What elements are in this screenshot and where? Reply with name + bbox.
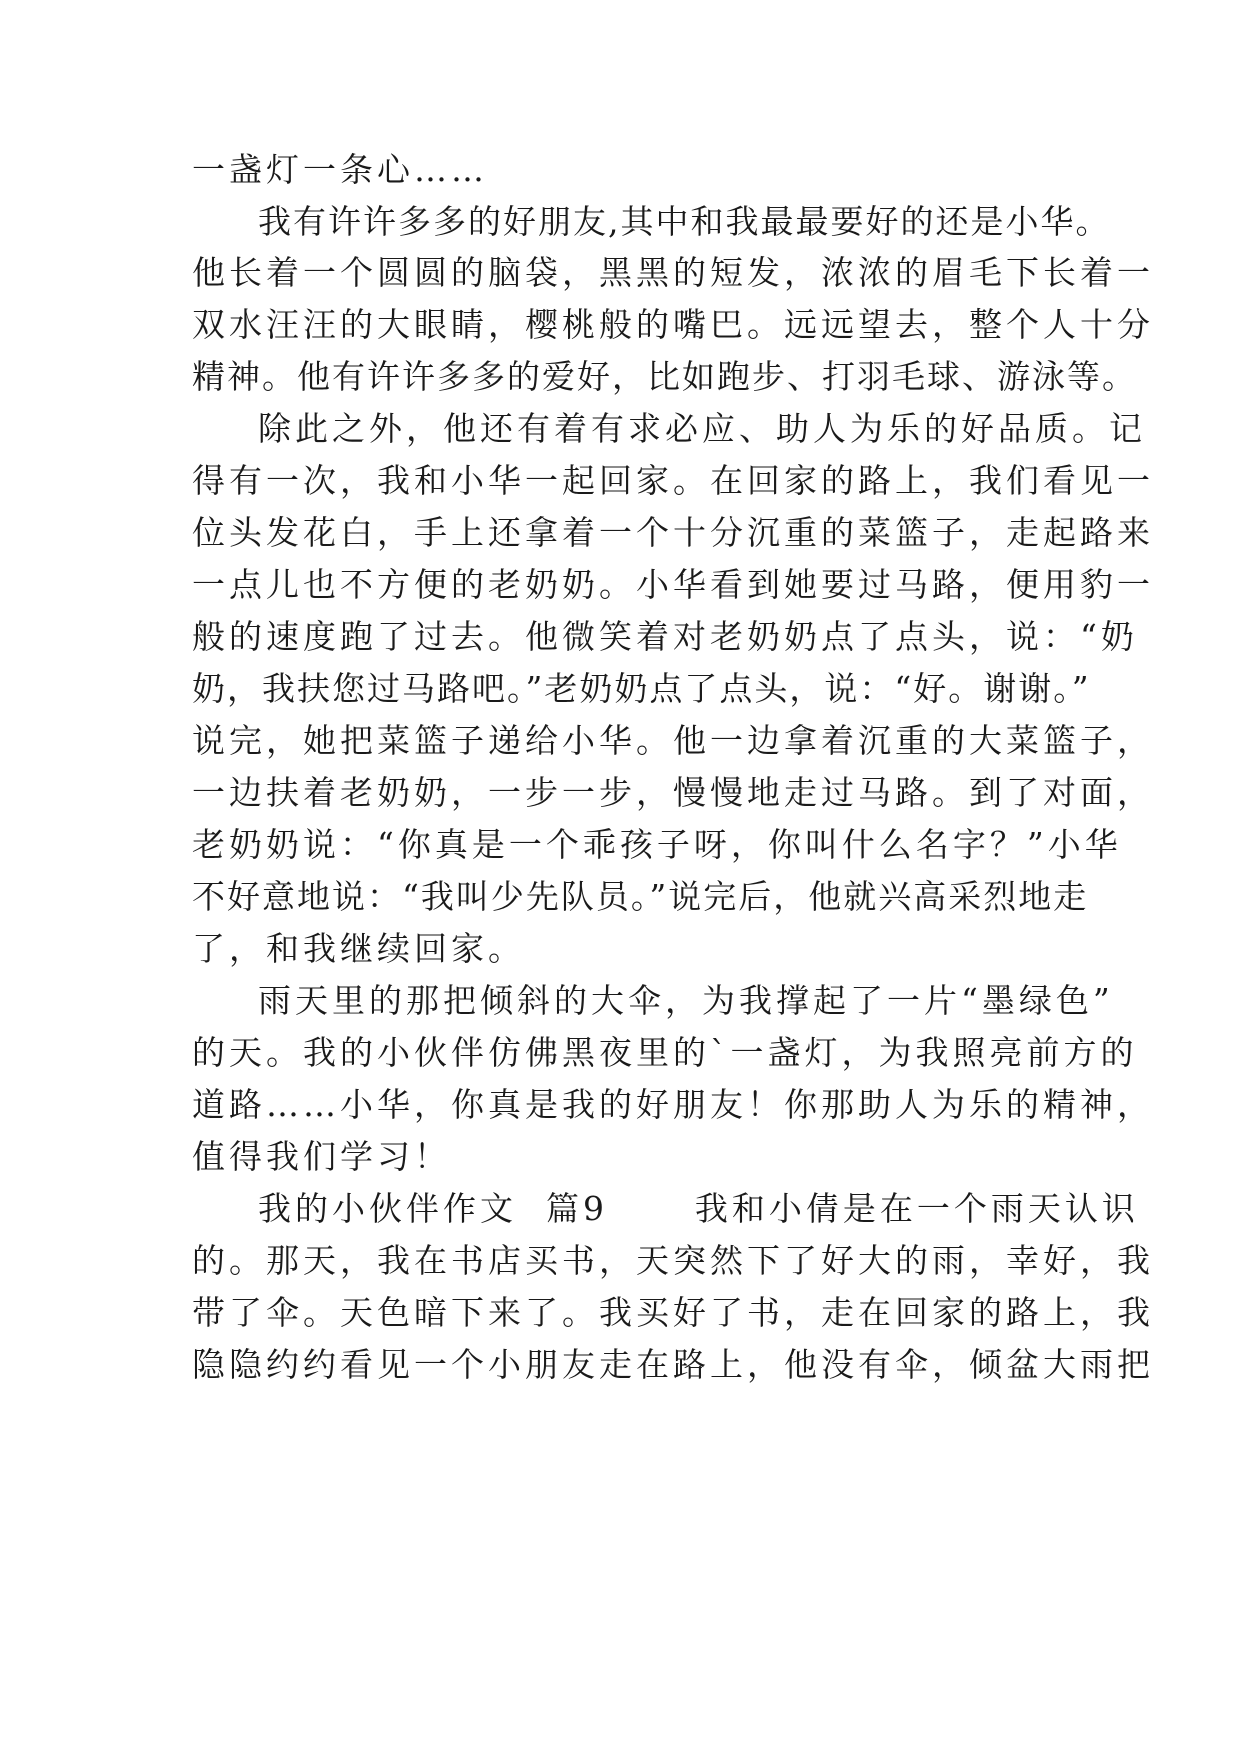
text-line: 我的小伙伴作文 篇9 我和小倩是在一个雨天认识 xyxy=(258,1189,1139,1228)
text-line: 奶，我扶您过马路吧。”老奶奶点了点头，说：“好。谢谢。” xyxy=(192,669,1091,708)
text-line: 精神。他有许许多多的爱好，比如跑步、打羽毛球、游泳等。 xyxy=(192,357,1137,396)
text-line: 的。那天，我在书店买书，天突然下了好大的雨，幸好，我 xyxy=(192,1241,1154,1280)
text-line: 一边扶着老奶奶，一步一步，慢慢地走过马路。到了对面， xyxy=(192,773,1154,812)
text-line: 一盏灯一条心…… xyxy=(192,150,488,189)
text-line: 说完，她把菜篮子递给小华。他一边拿着沉重的大菜篮子， xyxy=(192,721,1154,760)
text-line: 除此之外，他还有着有求必应、助人为乐的好品质。记 xyxy=(258,409,1146,448)
text-line: 雨天里的那把倾斜的大伞，为我撑起了一片“墨绿色” xyxy=(258,981,1114,1020)
text-line: 我有许许多多的好朋友,其中和我最最要好的还是小华。 xyxy=(258,202,1111,241)
text-line: 了，和我继续回家。 xyxy=(192,929,525,968)
text-line: 得有一次，我和小华一起回家。在回家的路上，我们看见一 xyxy=(192,461,1154,500)
text-line: 位头发花白，手上还拿着一个十分沉重的菜篮子，走起路来 xyxy=(192,513,1154,552)
text-line: 值得我们学习！ xyxy=(192,1137,451,1176)
text-line: 老奶奶说：“你真是一个乖孩子呀，你叫什么名字？”小华 xyxy=(192,825,1122,864)
text-line: 的天。我的小伙伴仿佛黑夜里的`一盏灯，为我照亮前方的 xyxy=(192,1033,1138,1072)
text-line: 带了伞。天色暗下来了。我买好了书，走在回家的路上，我 xyxy=(192,1293,1154,1332)
text-line: 道路……小华，你真是我的好朋友！你那助人为乐的精神， xyxy=(192,1085,1154,1124)
text-line: 隐隐约约看见一个小朋友走在路上，他没有伞，倾盆大雨把 xyxy=(192,1345,1154,1384)
text-line: 他长着一个圆圆的脑袋，黑黑的短发，浓浓的眉毛下长着一 xyxy=(192,253,1154,292)
text-line: 一点儿也不方便的老奶奶。小华看到她要过马路，便用豹一 xyxy=(192,565,1154,604)
text-line: 般的速度跑了过去。他微笑着对老奶奶点了点头，说：“奶 xyxy=(192,617,1138,656)
text-line: 双水汪汪的大眼睛，樱桃般的嘴巴。远远望去，整个人十分 xyxy=(192,305,1154,344)
text-line: 不好意地说：“我叫少先队员。”说完后，他就兴高采烈地走 xyxy=(192,877,1089,916)
